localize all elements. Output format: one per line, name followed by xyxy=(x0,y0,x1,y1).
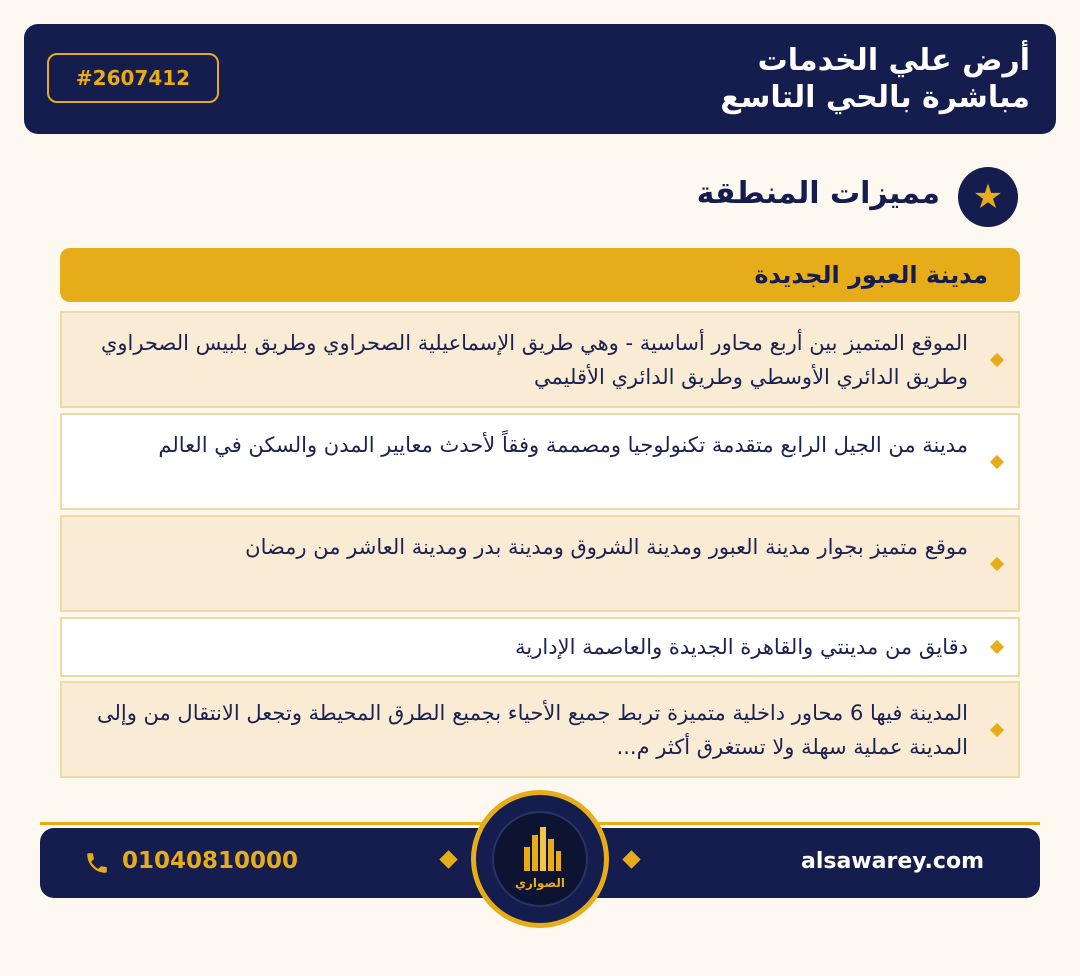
phone-number[interactable]: 01040810000 xyxy=(122,848,299,874)
city-name: مدينة العبور الجديدة xyxy=(754,261,988,289)
diamond-ornament-icon xyxy=(439,850,457,868)
feature-text: موقع متميز بجوار مدينة العبور ومدينة الشروق ومدينة بدر ومدينة العاشر من رمضان xyxy=(245,535,968,559)
buildings-icon xyxy=(494,813,586,905)
feature-text: دقايق من مدينتي والقاهرة الجديدة والعاصمة الإدارية xyxy=(515,635,968,659)
feature-text: الموقع المتميز بين أربع محاور أساسية - وهي طريق الإسماعيلية الصحراوي وطريق بلبيس الصحراوي وطريق الدائري الأوسطي وطريق الدائري الأقليمي xyxy=(100,331,968,389)
diamond-bullet-icon xyxy=(990,454,1004,468)
feature-item xyxy=(60,515,1020,612)
feature-item xyxy=(60,617,1020,677)
feature-text: مدينة من الجيل الرابع متقدمة تكنولوجيا ومصممة وفقاً لأحدث معايير المدن والسكن في العالم xyxy=(158,433,968,457)
header-banner xyxy=(24,24,1056,134)
diamond-bullet-icon xyxy=(990,352,1004,366)
phone-icon xyxy=(84,850,110,876)
diamond-ornament-icon xyxy=(622,850,640,868)
logo-brand-name: الصواري xyxy=(515,876,565,890)
diamond-bullet-icon xyxy=(990,556,1004,570)
listing-id-badge: #2607412 xyxy=(47,53,219,103)
feature-item xyxy=(60,681,1020,778)
feature-item xyxy=(60,311,1020,408)
section-title: مميزات المنطقة xyxy=(696,176,940,211)
website-link[interactable]: alsawarey.com xyxy=(800,849,984,874)
feature-item xyxy=(60,413,1020,510)
company-logo xyxy=(471,790,609,928)
logo-inner-circle xyxy=(494,813,586,905)
listing-title xyxy=(390,42,1030,116)
listing-title-line2: مباشرة بالحي التاسع xyxy=(720,80,1030,115)
city-name-bar xyxy=(60,248,1020,302)
star-icon: ★ xyxy=(958,167,1018,227)
diamond-bullet-icon xyxy=(990,640,1004,654)
feature-text: المدينة فيها 6 محاور داخلية متميزة تربط جميع الأحياء بجميع الطرق المحيطة وتجعل الانتقال من وإلى المدينة عملية سهلة ولا تستغرق أكثر م... xyxy=(96,701,968,759)
listing-title-line1: أرض علي الخدمات xyxy=(757,43,1030,78)
diamond-bullet-icon xyxy=(990,722,1004,736)
